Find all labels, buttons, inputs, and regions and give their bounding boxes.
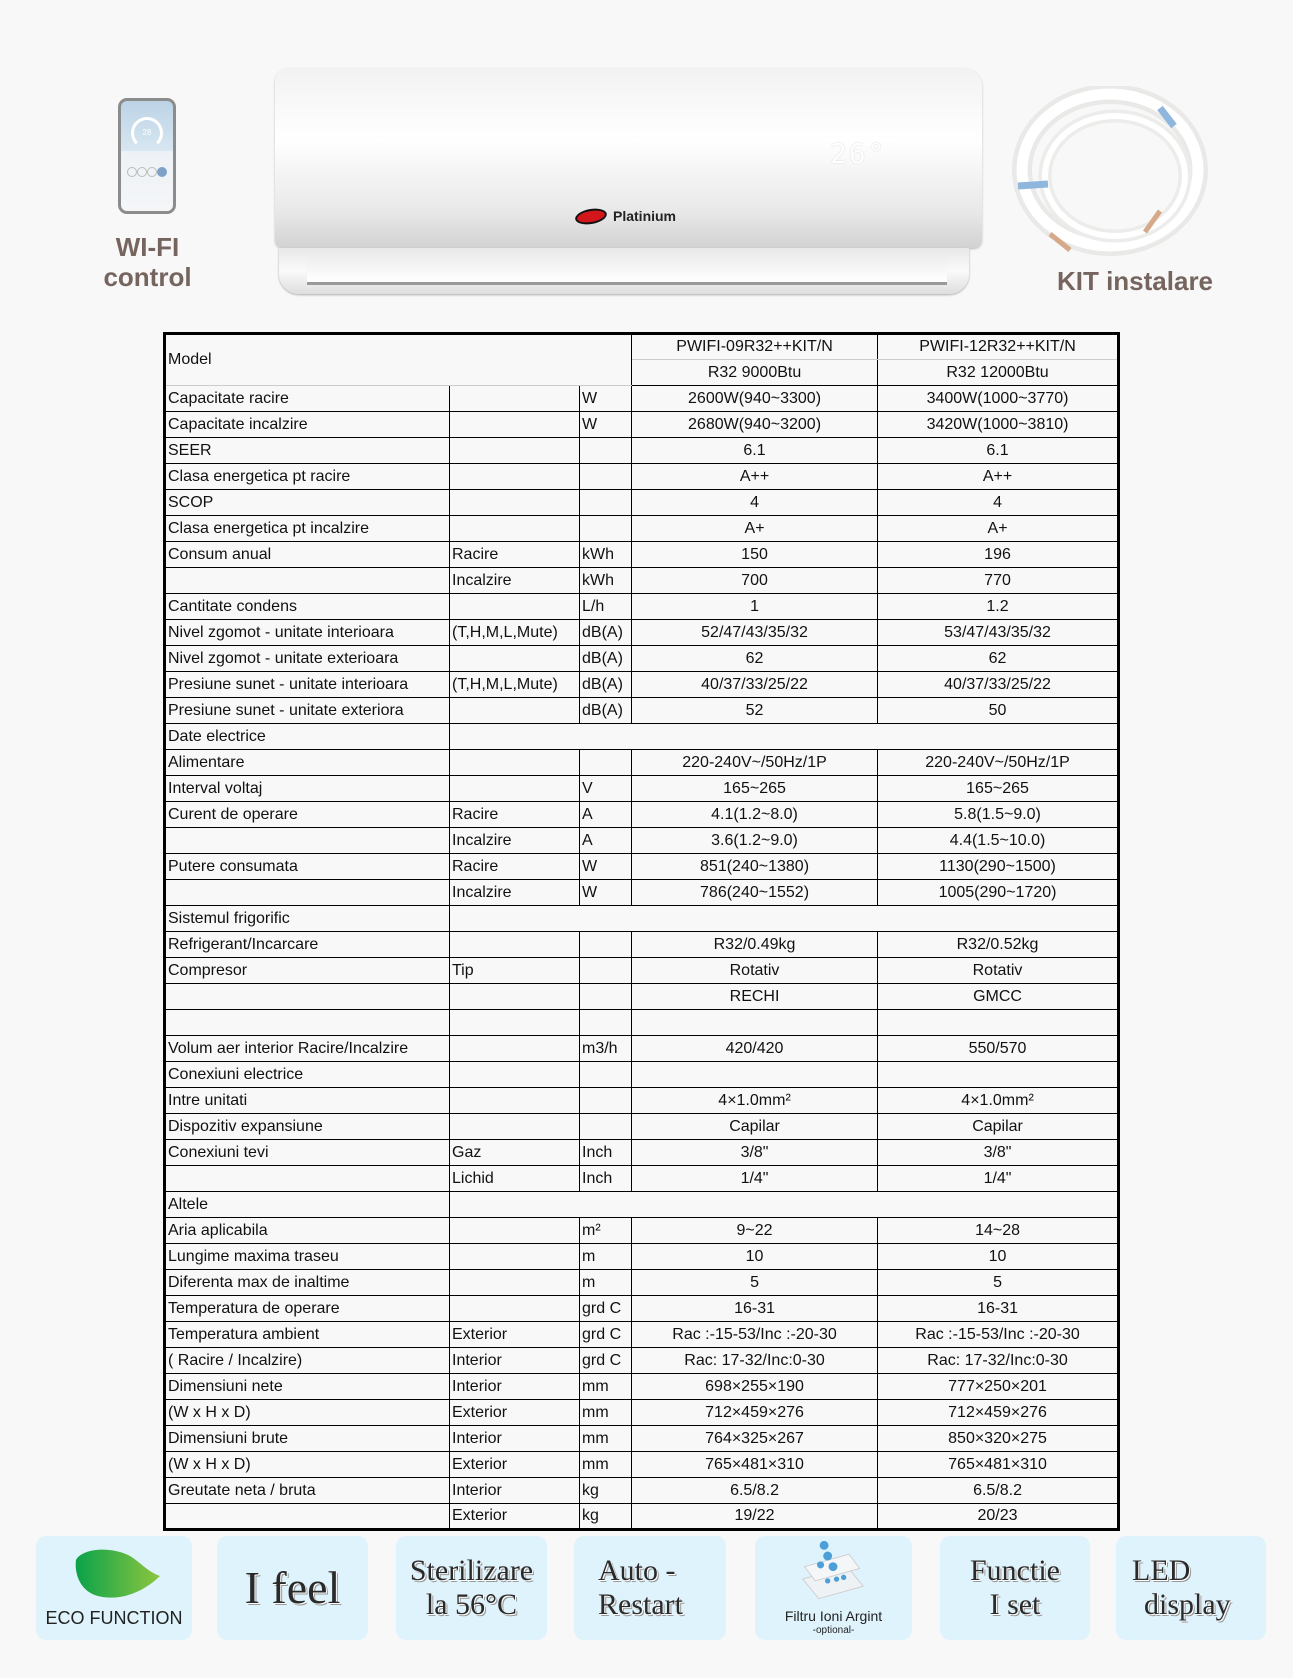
feature-i-feel: I feel — [217, 1536, 368, 1640]
row-label: Volum aer interior Racire/Incalzire — [165, 1036, 450, 1062]
table-row — [165, 1010, 1119, 1036]
row-label: Dimensiuni nete — [165, 1374, 450, 1400]
row-unit: m — [580, 1244, 632, 1270]
row-sub-label: (T,H,M,L,Mute) — [450, 672, 580, 698]
row-label: Aria aplicabila — [165, 1218, 450, 1244]
section-row — [165, 724, 1119, 750]
row-sub-label: Exterior — [450, 1322, 580, 1348]
row-sub-label: Exterior — [450, 1504, 580, 1530]
row-sub-label: Exterior — [450, 1452, 580, 1478]
row-unit: dB(A) — [580, 698, 632, 724]
row-label — [165, 880, 450, 906]
auto-restart-line1: Auto - — [598, 1554, 676, 1587]
row-label: Alimentare — [165, 750, 450, 776]
sterilizare-line2: la 56°C — [425, 1588, 518, 1621]
row-value-model-1: Rac :-15-53/Inc :-20-30 — [632, 1322, 878, 1348]
row-label: ( Racire / Incalzire) — [165, 1348, 450, 1374]
wifi-phone-image — [118, 98, 176, 214]
row-value-model-2: 40/37/33/25/22 — [878, 672, 1119, 698]
table-row — [165, 568, 1119, 594]
table-row — [165, 672, 1119, 698]
row-label: Consum anual — [165, 542, 450, 568]
row-sub-label — [450, 698, 580, 724]
row-sub-label — [450, 1088, 580, 1114]
row-unit: grd C — [580, 1322, 632, 1348]
row-label: Presiune sunet - unitate interioara — [165, 672, 450, 698]
row-label: Clasa energetica pt incalzire — [165, 516, 450, 542]
row-label: (W x H x D) — [165, 1400, 450, 1426]
brand-name: Platinium — [613, 208, 677, 224]
row-value-model-2: 777×250×201 — [878, 1374, 1119, 1400]
row-value-model-2 — [878, 1062, 1119, 1088]
row-sub-label: Interior — [450, 1426, 580, 1452]
row-value-model-1: 5 — [632, 1270, 878, 1296]
row-label: Presiune sunet - unitate exteriora — [165, 698, 450, 724]
row-value-model-2: 770 — [878, 568, 1119, 594]
row-label: Temperatura de operare — [165, 1296, 450, 1322]
row-label: Temperatura ambient — [165, 1322, 450, 1348]
row-value-model-2: 62 — [878, 646, 1119, 672]
table-row — [165, 1322, 1119, 1348]
table-row — [165, 516, 1119, 542]
row-label — [165, 984, 450, 1010]
row-value-model-1: 1 — [632, 594, 878, 620]
row-value-model-1 — [632, 1062, 878, 1088]
i-set-line1: Functie — [970, 1554, 1060, 1587]
silver-ion-filter-icon — [795, 1540, 871, 1604]
table-row — [165, 542, 1119, 568]
row-unit: dB(A) — [580, 672, 632, 698]
row-value-model-1: Capilar — [632, 1114, 878, 1140]
table-row — [165, 880, 1119, 906]
row-unit — [580, 750, 632, 776]
row-label: Dimensiuni brute — [165, 1426, 450, 1452]
feature-auto-restart — [574, 1536, 726, 1640]
row-label — [165, 828, 450, 854]
row-value-model-1: 165~265 — [632, 776, 878, 802]
row-unit: kWh — [580, 542, 632, 568]
table-row — [165, 1036, 1119, 1062]
row-value-model-2: 5.8(1.5~9.0) — [878, 802, 1119, 828]
section-empty — [450, 724, 1119, 750]
row-unit: dB(A) — [580, 646, 632, 672]
row-value-model-1: 698×255×190 — [632, 1374, 878, 1400]
row-value-model-2: 220-240V~/50Hz/1P — [878, 750, 1119, 776]
row-value-model-1: 16-31 — [632, 1296, 878, 1322]
section-label: Sistemul frigorific — [165, 906, 450, 932]
row-value-model-2: 14~28 — [878, 1218, 1119, 1244]
row-sub-label: Interior — [450, 1348, 580, 1374]
brand-logo — [575, 208, 676, 224]
row-sub-label — [450, 1010, 580, 1036]
row-sub-label — [450, 750, 580, 776]
table-row — [165, 1088, 1119, 1114]
row-sub-label — [450, 1062, 580, 1088]
row-label: Conexiuni electrice — [165, 1062, 450, 1088]
row-sub-label: Incalzire — [450, 568, 580, 594]
row-sub-label — [450, 386, 580, 412]
ac-vent — [307, 254, 947, 285]
row-unit: m² — [580, 1218, 632, 1244]
row-value-model-1: Rotativ — [632, 958, 878, 984]
eco-function-label: ECO FUNCTION — [45, 1608, 183, 1628]
row-label: Clasa energetica pt racire — [165, 464, 450, 490]
air-conditioner-image — [275, 68, 982, 296]
table-row — [165, 594, 1119, 620]
row-value-model-2: Rac: 17-32/Inc:0-30 — [878, 1348, 1119, 1374]
table-row — [165, 776, 1119, 802]
row-sub-label — [450, 490, 580, 516]
model-row — [165, 334, 1119, 360]
table-row — [165, 854, 1119, 880]
table-row — [165, 1270, 1119, 1296]
row-unit: W — [580, 854, 632, 880]
table-row — [165, 1218, 1119, 1244]
feature-i-set — [940, 1536, 1090, 1640]
wifi-caption-line2: control — [103, 262, 192, 292]
section-row — [165, 906, 1119, 932]
row-value-model-1: A++ — [632, 464, 878, 490]
installation-kit-pipe-coil-image — [1010, 86, 1210, 261]
table-row — [165, 1426, 1119, 1452]
kit-caption: KIT instalare — [1056, 266, 1214, 296]
filter-label: Filtru Ioni Argint — [784, 1608, 883, 1624]
row-unit: kg — [580, 1504, 632, 1530]
row-unit: A — [580, 802, 632, 828]
section-label: Altele — [165, 1192, 450, 1218]
row-unit: W — [580, 880, 632, 906]
row-value-model-1: 851(240~1380) — [632, 854, 878, 880]
table-row — [165, 932, 1119, 958]
row-value-model-1: 52 — [632, 698, 878, 724]
row-label: Intre unitati — [165, 1088, 450, 1114]
row-unit: Inch — [580, 1140, 632, 1166]
row-label: Capacitate incalzire — [165, 412, 450, 438]
row-sub-label — [450, 412, 580, 438]
row-label: Nivel zgomot - unitate interioara — [165, 620, 450, 646]
section-row — [165, 1192, 1119, 1218]
table-row — [165, 984, 1119, 1010]
row-sub-label: Racire — [450, 802, 580, 828]
row-value-model-2: 550/570 — [878, 1036, 1119, 1062]
row-value-model-2: 1005(290~1720) — [878, 880, 1119, 906]
row-sub-label — [450, 1036, 580, 1062]
row-value-model-1: 1/4" — [632, 1166, 878, 1192]
row-value-model-1: 786(240~1552) — [632, 880, 878, 906]
row-label: Refrigerant/Incarcare — [165, 932, 450, 958]
row-unit — [580, 516, 632, 542]
row-unit: kg — [580, 1478, 632, 1504]
row-unit: V — [580, 776, 632, 802]
row-sub-label: Gaz — [450, 1140, 580, 1166]
row-value-model-2: 196 — [878, 542, 1119, 568]
row-value-model-2: 3400W(1000~3770) — [878, 386, 1119, 412]
row-value-model-2: 4 — [878, 490, 1119, 516]
table-row — [165, 958, 1119, 984]
row-unit: m3/h — [580, 1036, 632, 1062]
row-value-model-1: Rac: 17-32/Inc:0-30 — [632, 1348, 878, 1374]
row-label — [165, 568, 450, 594]
row-unit — [580, 984, 632, 1010]
row-label: Lungime maxima traseu — [165, 1244, 450, 1270]
row-unit: dB(A) — [580, 620, 632, 646]
row-label: Diferenta max de inaltime — [165, 1270, 450, 1296]
row-label: Conexiuni tevi — [165, 1140, 450, 1166]
row-value-model-1: RECHI — [632, 984, 878, 1010]
led-display-line1: LED — [1132, 1554, 1191, 1587]
row-value-model-2: 16-31 — [878, 1296, 1119, 1322]
row-value-model-1: 2680W(940~3200) — [632, 412, 878, 438]
row-unit — [580, 1088, 632, 1114]
row-value-model-2: 53/47/43/35/32 — [878, 620, 1119, 646]
row-value-model-2: 20/23 — [878, 1504, 1119, 1530]
led-display-line2: display — [1144, 1588, 1231, 1621]
table-row — [165, 386, 1119, 412]
row-value-model-1: 700 — [632, 568, 878, 594]
row-label: (W x H x D) — [165, 1452, 450, 1478]
row-sub-label: Tip — [450, 958, 580, 984]
row-value-model-2: 850×320×275 — [878, 1426, 1119, 1452]
row-value-model-1: 4.1(1.2~8.0) — [632, 802, 878, 828]
row-label: Curent de operare — [165, 802, 450, 828]
row-sub-label — [450, 646, 580, 672]
table-row — [165, 1348, 1119, 1374]
row-sub-label — [450, 594, 580, 620]
table-row — [165, 1452, 1119, 1478]
row-value-model-2 — [878, 1010, 1119, 1036]
row-value-model-1 — [632, 1010, 878, 1036]
row-label: Dispozitiv expansiune — [165, 1114, 450, 1140]
row-unit: grd C — [580, 1348, 632, 1374]
row-label: Greutate neta / bruta — [165, 1478, 450, 1504]
feature-silver-ion-filter — [755, 1536, 912, 1640]
row-value-model-1: 62 — [632, 646, 878, 672]
row-value-model-2: 712×459×276 — [878, 1400, 1119, 1426]
row-unit: W — [580, 386, 632, 412]
row-sub-label: (T,H,M,L,Mute) — [450, 620, 580, 646]
row-sub-label: Interior — [450, 1374, 580, 1400]
row-label: SCOP — [165, 490, 450, 516]
row-value-model-2: Rotativ — [878, 958, 1119, 984]
row-unit — [580, 932, 632, 958]
row-value-model-2: 3/8" — [878, 1140, 1119, 1166]
row-value-model-2: R32/0.52kg — [878, 932, 1119, 958]
ac-led-display: 26° — [830, 137, 887, 170]
section-empty — [450, 1192, 1119, 1218]
row-label — [165, 1504, 450, 1530]
row-label: SEER — [165, 438, 450, 464]
row-label — [165, 1166, 450, 1192]
row-value-model-2: 165~265 — [878, 776, 1119, 802]
row-label: Cantitate condens — [165, 594, 450, 620]
row-value-model-2: Rac :-15-53/Inc :-20-30 — [878, 1322, 1119, 1348]
row-value-model-2: 4.4(1.5~10.0) — [878, 828, 1119, 854]
feature-sterilizare — [396, 1536, 547, 1640]
row-unit: mm — [580, 1426, 632, 1452]
table-row — [165, 1114, 1119, 1140]
row-label: Compresor — [165, 958, 450, 984]
row-value-model-1: 9~22 — [632, 1218, 878, 1244]
row-value-model-2: 50 — [878, 698, 1119, 724]
row-unit: W — [580, 412, 632, 438]
specifications-table — [163, 332, 1120, 1531]
row-sub-label — [450, 776, 580, 802]
table-row — [165, 1478, 1119, 1504]
model-label: Model — [165, 334, 632, 386]
row-unit — [580, 1114, 632, 1140]
row-unit: mm — [580, 1452, 632, 1478]
table-row — [165, 1400, 1119, 1426]
row-label: Capacitate racire — [165, 386, 450, 412]
phone-temperature: 28 — [142, 128, 152, 137]
row-value-model-1: 712×459×276 — [632, 1400, 878, 1426]
row-value-model-2: A+ — [878, 516, 1119, 542]
table-row — [165, 490, 1119, 516]
feature-eco-function — [36, 1536, 192, 1640]
row-value-model-1: 420/420 — [632, 1036, 878, 1062]
table-row — [165, 464, 1119, 490]
table-row — [165, 802, 1119, 828]
row-value-model-2: GMCC — [878, 984, 1119, 1010]
table-row — [165, 1296, 1119, 1322]
row-unit: A — [580, 828, 632, 854]
sterilizare-line1: Sterilizare — [409, 1554, 534, 1587]
row-value-model-2: 6.5/8.2 — [878, 1478, 1119, 1504]
row-value-model-2: 10 — [878, 1244, 1119, 1270]
row-value-model-2: 1/4" — [878, 1166, 1119, 1192]
row-sub-label — [450, 464, 580, 490]
row-unit: L/h — [580, 594, 632, 620]
row-value-model-1: 220-240V~/50Hz/1P — [632, 750, 878, 776]
row-value-model-1: 3.6(1.2~9.0) — [632, 828, 878, 854]
eco-leaf-icon — [72, 1546, 162, 1602]
row-unit — [580, 490, 632, 516]
row-value-model-2: 5 — [878, 1270, 1119, 1296]
row-sub-label: Interior — [450, 1478, 580, 1504]
section-label: Date electrice — [165, 724, 450, 750]
row-value-model-1: 19/22 — [632, 1504, 878, 1530]
row-value-model-1: 40/37/33/25/22 — [632, 672, 878, 698]
table-row — [165, 698, 1119, 724]
row-value-model-1: 10 — [632, 1244, 878, 1270]
table-row — [165, 1062, 1119, 1088]
feature-led-display — [1116, 1536, 1266, 1640]
table-row — [165, 412, 1119, 438]
row-value-model-1: 150 — [632, 542, 878, 568]
row-sub-label: Racire — [450, 542, 580, 568]
row-value-model-1: A+ — [632, 516, 878, 542]
row-value-model-2: 1.2 — [878, 594, 1119, 620]
filter-optional-label: -optional- — [812, 1625, 855, 1636]
row-unit — [580, 464, 632, 490]
row-label: Putere consumata — [165, 854, 450, 880]
row-sub-label: Lichid — [450, 1166, 580, 1192]
auto-restart-line2: Restart — [598, 1588, 683, 1621]
row-sub-label: Incalzire — [450, 828, 580, 854]
table-row — [165, 620, 1119, 646]
row-sub-label — [450, 1218, 580, 1244]
i-set-line2: I set — [989, 1588, 1041, 1621]
row-unit: kWh — [580, 568, 632, 594]
table-row — [165, 1244, 1119, 1270]
row-value-model-1: 4×1.0mm² — [632, 1088, 878, 1114]
row-sub-label — [450, 984, 580, 1010]
row-value-model-1: R32/0.49kg — [632, 932, 878, 958]
row-value-model-2: 6.1 — [878, 438, 1119, 464]
table-row — [165, 750, 1119, 776]
model-sub-1: R32 9000Btu — [632, 360, 878, 386]
row-value-model-2: 3420W(1000~3810) — [878, 412, 1119, 438]
brand-mark-icon — [574, 206, 608, 226]
row-unit: grd C — [580, 1296, 632, 1322]
table-row — [165, 1140, 1119, 1166]
section-empty — [450, 906, 1119, 932]
row-value-model-1: 6.5/8.2 — [632, 1478, 878, 1504]
row-sub-label — [450, 1244, 580, 1270]
row-value-model-2: 1130(290~1500) — [878, 854, 1119, 880]
row-sub-label: Racire — [450, 854, 580, 880]
row-unit — [580, 1010, 632, 1036]
row-unit — [580, 438, 632, 464]
row-sub-label — [450, 1114, 580, 1140]
row-sub-label — [450, 1270, 580, 1296]
row-label: Nivel zgomot - unitate exterioara — [165, 646, 450, 672]
model-name-2: PWIFI-12R32++KIT/N — [878, 334, 1119, 360]
table-row — [165, 1166, 1119, 1192]
table-row — [165, 438, 1119, 464]
row-value-model-2: 4×1.0mm² — [878, 1088, 1119, 1114]
table-row — [165, 1374, 1119, 1400]
row-value-model-1: 6.1 — [632, 438, 878, 464]
row-value-model-1: 52/47/43/35/32 — [632, 620, 878, 646]
wifi-caption — [90, 232, 205, 292]
row-unit — [580, 958, 632, 984]
model-name-1: PWIFI-09R32++KIT/N — [632, 334, 878, 360]
phone-mode-buttons — [127, 167, 167, 177]
row-value-model-2: Capilar — [878, 1114, 1119, 1140]
row-value-model-2: 765×481×310 — [878, 1452, 1119, 1478]
row-label: Interval voltaj — [165, 776, 450, 802]
row-value-model-1: 764×325×267 — [632, 1426, 878, 1452]
row-value-model-1: 2600W(940~3300) — [632, 386, 878, 412]
row-sub-label — [450, 516, 580, 542]
row-sub-label — [450, 932, 580, 958]
row-sub-label — [450, 438, 580, 464]
model-sub-2: R32 12000Btu — [878, 360, 1119, 386]
row-value-model-1: 3/8" — [632, 1140, 878, 1166]
table-row — [165, 1504, 1119, 1530]
row-value-model-1: 4 — [632, 490, 878, 516]
row-unit: mm — [580, 1374, 632, 1400]
row-unit: Inch — [580, 1166, 632, 1192]
table-row — [165, 646, 1119, 672]
row-sub-label: Incalzire — [450, 880, 580, 906]
table-row — [165, 828, 1119, 854]
row-unit: m — [580, 1270, 632, 1296]
row-value-model-2: A++ — [878, 464, 1119, 490]
row-label — [165, 1010, 450, 1036]
row-sub-label — [450, 1296, 580, 1322]
wifi-caption-line1: WI-FI — [115, 232, 180, 262]
row-unit: mm — [580, 1400, 632, 1426]
row-sub-label: Exterior — [450, 1400, 580, 1426]
row-unit — [580, 1062, 632, 1088]
row-value-model-1: 765×481×310 — [632, 1452, 878, 1478]
